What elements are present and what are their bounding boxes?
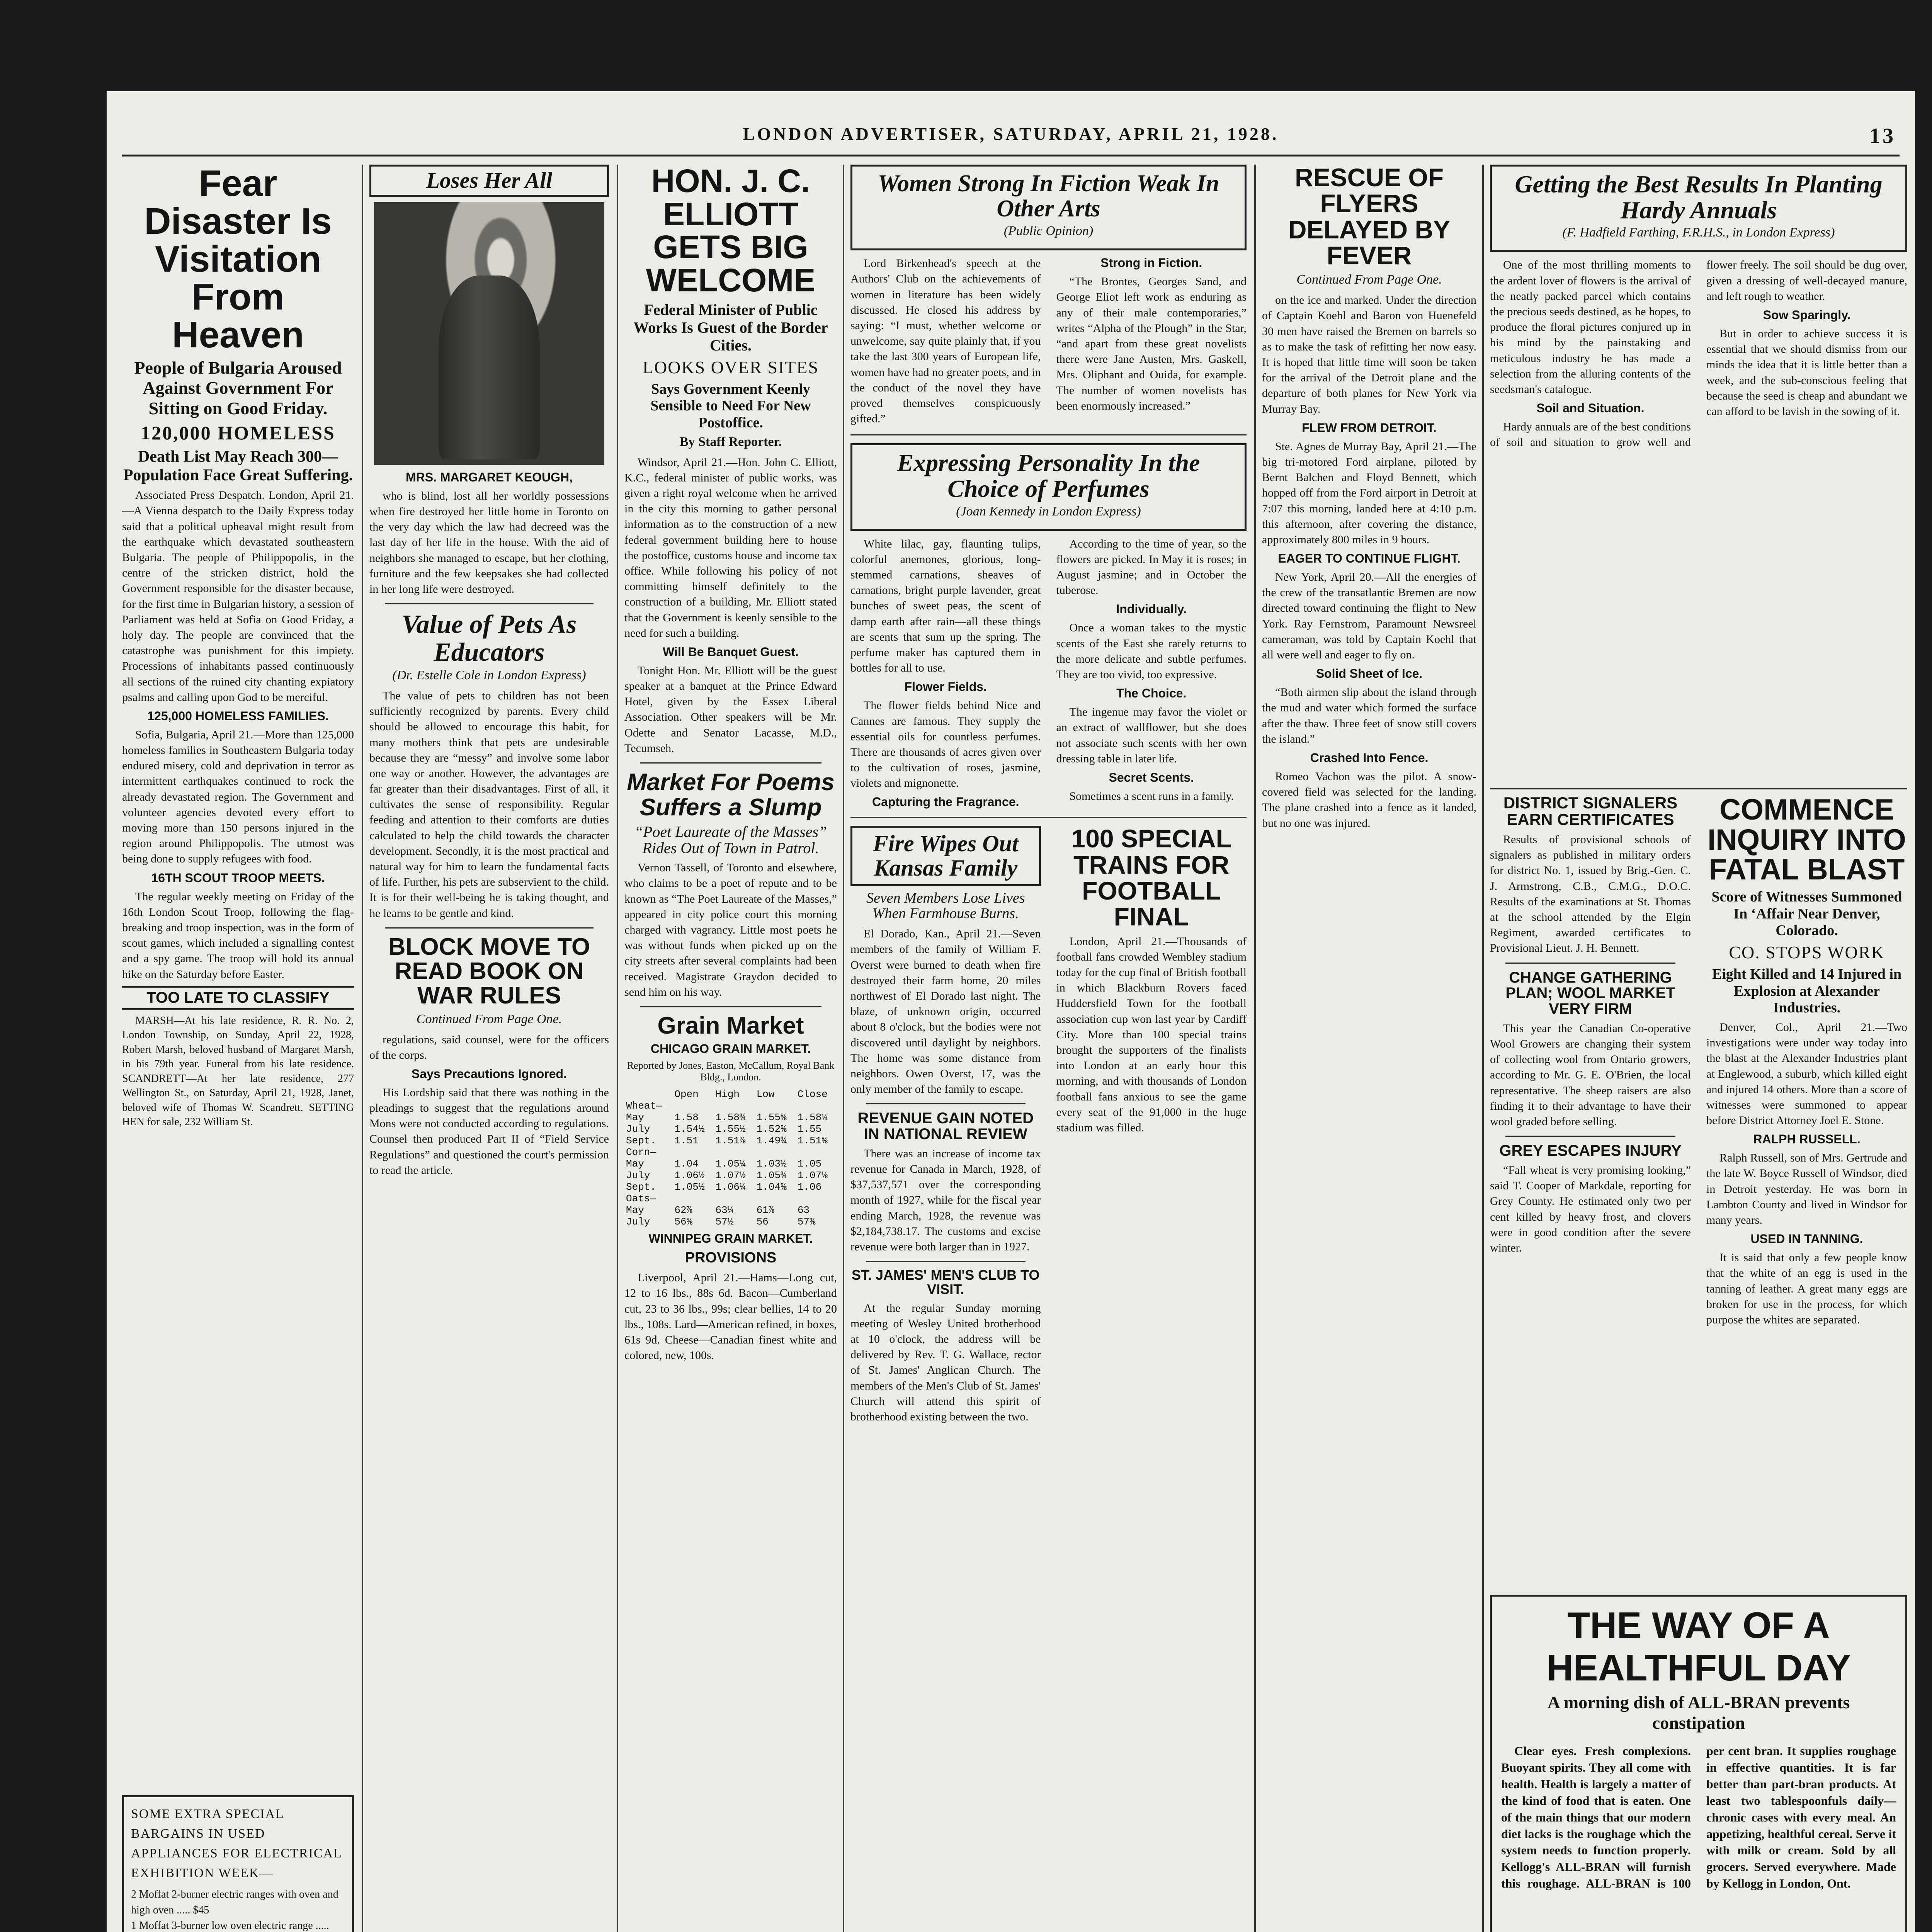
fire-deck: Seven Members Lose Lives When Farmhouse Burns. — [866, 890, 1025, 922]
fire-headline: Fire Wipes Out Kansas Family — [872, 831, 1019, 881]
table-row — [624, 1100, 837, 1112]
annuals-subhead: Soil and Situation. — [1536, 401, 1645, 415]
russell-headline: RALPH RUSSELL. — [1753, 1132, 1861, 1146]
annuals-subhead: Sow Sparingly. — [1763, 308, 1851, 322]
grain-cell: 1.06 — [797, 1181, 822, 1193]
grey-headline: GREY ESCAPES INJURY — [1499, 1142, 1682, 1160]
perfumes-subhead: The Choice. — [1116, 686, 1187, 701]
denver-deck: Score of Witnesses Summoned In ‘Affair Near Denver, Colorado. — [1711, 888, 1902, 939]
grain-cell: 1.05¼ — [715, 1158, 746, 1170]
fire-article — [850, 826, 1041, 1425]
fiction-body-2: “The Brontes, Georges Sand, and George Eliot left work as enduring as any of their male contemporaries,” writes “Alpha of the Plough” in the Star, “and apart from these great novelists there were Jane Austen, Mrs. Gaskell, Mrs. Oliphant and Ouida, for example. The number of women novelists has been enormously increased.” — [1056, 275, 1247, 412]
grain-cell: 1.04 — [674, 1158, 699, 1170]
scout-body: The regular weekly meeting on Friday of the 16th London Scout Troop, following the flag-breaking and troop inspection, was in the form of scout games, which included a signalling contest and a spy game. The troop will hold its annual hike on the Saturday before Easter. — [122, 890, 354, 981]
poems-body: Vernon Tassell, of Toronto and elsewhere, who claims to be a poet of repute and to be known as “The Poet Laureate of the Masses,” appeared in city police court this morning charged with vagrancy. Little most poets he was without funds when picked up on the city streets after several complaints had been received. Magistrate Graydon decided to send him on his way. — [624, 861, 837, 998]
annuals-article — [1490, 257, 1907, 783]
grain-cell — [673, 1100, 714, 1112]
column-3 — [624, 165, 837, 1932]
grain-header-cell: High — [715, 1088, 740, 1100]
divider — [850, 434, 1247, 435]
table-row — [624, 1112, 837, 1123]
perfumes-subhead: Secret Scents. — [1109, 770, 1194, 784]
grain-cell: 1.51 — [674, 1135, 699, 1147]
grain-cell: 56⅝ — [674, 1216, 693, 1228]
divider — [385, 927, 594, 929]
perfumes-subhead: Individually. — [1116, 602, 1187, 616]
grain-cell: 1.06¼ — [715, 1181, 746, 1193]
grain-cell: May — [626, 1158, 644, 1170]
allbran-headline: THE WAY OF A HEALTHFUL DAY — [1546, 1605, 1851, 1689]
grain-cell — [714, 1146, 755, 1158]
elliott-body-2: Tonight Hon. Mr. Elliott will be the guest speaker at a banquet at the Prince Edward Hotel, given by the Essex Liberal Association. Other speakers will be Mr. Odette and Senator Lacasse, M.D., Tecumseh. — [624, 664, 837, 755]
grey-body: “Fall wheat is very promising looking,” said T. Cooper of Markdale, reporting for Grey County. He estimated only two per cent killed by heavy frost, and clovers were in good condition after the severe winter. — [1490, 1164, 1691, 1254]
fiction-byline: (Public Opinion) — [1003, 224, 1094, 238]
denver-deck-stops: CO. STOPS WORK — [1729, 942, 1885, 962]
keough-body: who is blind, lost all her worldly possessions when fire destroyed her little home in Toronto on the very day which the law had decreed was the last day of her life in the house. With the aid of neighbors she managed to escape, but her clothing, furniture and the few keepsakes she had collected in her long life were destroyed. — [369, 489, 609, 596]
stjames-headline: ST. JAMES' MEN'S CLUB TO VISIT. — [851, 1267, 1040, 1297]
fire-body: El Dorado, Kan., April 21.—Seven members of the family of William F. Overst were burned to death when fire destroyed their farm home, 20 miles northwest of El Dorado last night. The blaze, of unknown origin, occurred about 8 o'clock, but the bodies were not discovered until daylight by neighbors. The home was some distance from neighbors. Owen Overst, 17, was the only member of the family to escape. — [850, 927, 1041, 1096]
signalers-wool-column — [1490, 795, 1691, 1587]
grain-cell — [755, 1193, 796, 1204]
grain-cell: 1.06½ — [674, 1170, 705, 1182]
grain-cell — [673, 1193, 714, 1204]
grain-cell: 1.55 — [797, 1123, 822, 1135]
hydro-intro: SOME EXTRA SPECIAL BARGAINS IN USED APPLIANCES FOR ELECTRICAL EXHIBITION WEEK— — [131, 1807, 342, 1880]
keough-photo — [374, 202, 604, 465]
poems-headline: Market For Poems Suffers a Slump — [627, 769, 835, 821]
flyers-body-5: Romeo Vachon was the pilot. A snow-covered field was selected for the landing. The plane crashed into a fence as it landed, but no one was injured. — [1262, 770, 1476, 830]
tanning-body: It is said that only a few people know that the white of an egg is used in the tanning of leather. A great many eggs are broken for use in the process, for which purpose the whites are separated. — [1706, 1251, 1907, 1326]
fiction-headline: Women Strong In Fiction Weak In Other Arts — [878, 170, 1219, 222]
grain-cell: 1.51⅝ — [797, 1135, 828, 1147]
grain-header-cell — [624, 1088, 673, 1100]
grain-cell: 1.05 — [797, 1158, 822, 1170]
column-1 — [122, 165, 354, 1932]
grain-cell: 1.55½ — [715, 1123, 746, 1135]
bulgaria-deck-homeless: 120,000 HOMELESS — [141, 422, 335, 444]
divider — [850, 817, 1247, 818]
perfumes-title-box — [850, 443, 1247, 531]
signalers-headline: DISTRICT SIGNALERS EARN CERTIFICATES — [1503, 795, 1678, 829]
hydro-items — [131, 1887, 345, 1932]
grain-cell — [673, 1146, 714, 1158]
grain-cell: 1.58¼ — [797, 1112, 828, 1124]
table-row — [624, 1193, 837, 1204]
perfumes-body-2: The flower fields behind Nice and Cannes are famous. They supply the essential oils for countless perfumes. There are thousands of acres given over to the cultivation of roses, jasmine, violets and mignonette. — [850, 699, 1041, 790]
flyers-subhead: Crashed Into Fence. — [1310, 750, 1429, 765]
grain-cell: 1.07⅛ — [797, 1170, 828, 1182]
grain-subhead: CHICAGO GRAIN MARKET. — [650, 1042, 811, 1056]
bulgaria-body-2: Sofia, Bulgaria, April 21.—More than 125,000 homeless families in Southeastern Bulgaria today endured misery, cold and deprivation in terror as intermittent earthquakes continued to rock the already devastated region. The Government and volunteer agencies devoted every effort to moving more than 150 persons injured in the region around Philippopolis. The utmost was being done to supply refugees with food. — [122, 728, 354, 866]
table-row — [624, 1135, 837, 1146]
flyers-body-2: Ste. Agnes de Murray Bay, April 21.—The big tri-motored Ford airplane, piloted by Bernt Balchen and Floyd Bennett, which hopped off from the Ford airport in Detroit at 7:07 this morning, landed here at 4:10 p.m. this afternoon, after covering the distance, approximately 800 miles in 9 hours. — [1262, 440, 1476, 546]
flyers-body-3: New York, April 20.—All the energies of the crew of the transatlantic Bremen are now directed toward continuing the flight to New York. Ray Fernstrom, Paramount Newsreel cameraman, was told by Captain Koehl that all were well and eager to fly on. — [1262, 571, 1476, 661]
grain-cell: 1.05¾ — [756, 1170, 787, 1182]
column-7 — [1490, 165, 1907, 1932]
grain-cell: Wheat— — [626, 1100, 662, 1112]
elliott-deck-postoffice: Says Government Keenly Sensible to Need For New Postoffice. — [650, 381, 811, 431]
perfumes-byline: (Joan Kennedy in London Express) — [956, 504, 1141, 519]
trains-headline: 100 SPECIAL TRAINS FOR FOOTBALL FINAL — [1071, 824, 1231, 931]
grain-cell: 57⅜ — [797, 1216, 816, 1228]
annuals-body-2: Hardy annuals are of the best conditions of soil and situation to grow well and flower freely. The soil should be dug over, given a dressing of well-decayed manure, and left rough to weather. — [1490, 259, 1907, 449]
table-row — [624, 1204, 837, 1216]
grain-cell: July — [626, 1123, 650, 1135]
table-row — [624, 1170, 837, 1181]
elliott-body: Windsor, April 21.—Hon. John C. Elliott, K.C., federal minister of public works, was given a right royal welcome when he arrived in the city this morning to gather personal information as to the construction of a new federal government building here to house the postoffice, customs house and income tax office. While following his policy of not committing himself definitely to the construction of a building, Mr. Elliott stated that the Government is keenly sensible to the need for such a building. — [624, 456, 837, 639]
lower-stories — [850, 826, 1247, 1425]
fire-title-box — [850, 826, 1041, 886]
wool-headline: CHANGE GATHERING PLAN; WOOL MARKET VERY FIRM — [1505, 969, 1675, 1018]
provisions-body: Liverpool, April 21.—Hams—Long cut, 12 to 16 lbs., 88s 6d. Bacon—Cumberland cut, 23 to 36 lbs., 99s; clear bellies, 14 to 20 lbs., 108s. Lard—American refined, in boxes, 61s 9d. Cheese—Canadian finest white and colored, new, 100s. — [624, 1271, 837, 1362]
table-row — [624, 1181, 837, 1193]
allbran-ad — [1490, 1595, 1907, 1932]
grain-cell: July — [626, 1216, 650, 1228]
fiction-body: Lord Birkenhead's speech at the Authors' Club on the achievements of women in literature has been widely discussed. He closed his address by saying: “I must, whether welcome or unwelcome, say quite plainly that, if you take the last 300 years of European life, women have had no greater poets, and in the conduct of the novel they have proved themselves conspicuously gifted.” — [850, 257, 1041, 425]
grain-cell: 56 — [756, 1216, 769, 1228]
perfumes-body: White lilac, gay, flaunting tulips, colorful anemones, glorious, long-stemmed carnations, sheaves of carnations, bright purple lavender, great bunches of sweet peas, the scent of damp earth after rain—all these things are scents that sum up the spring. The perfume maker has captured them in bottles for all to use. — [850, 537, 1041, 675]
grain-cell: 63¼ — [715, 1204, 734, 1216]
fiction-article — [850, 256, 1247, 427]
flyers-body: on the ice and marked. Under the direction of Captain Koehl and Baron von Huenefeld 30 men have raised the Bremen on barrels so as to make the task of refitting her now easy. It is hoped that little time will soon be taken for the arrival of the Detroit plane and the departure of both planes for New York via Murray Bay. — [1262, 294, 1476, 415]
allbran-deck: A morning dish of ALL-BRAN prevents constipation — [1547, 1692, 1850, 1733]
grain-cell — [714, 1100, 755, 1112]
trains-article — [1056, 826, 1247, 1425]
grain-cell — [714, 1193, 755, 1204]
divider — [385, 603, 594, 604]
grain-cell: 57½ — [715, 1216, 734, 1228]
column-2 — [369, 165, 609, 1932]
keough-caption: MRS. MARGARET KEOUGH, — [406, 470, 573, 484]
grain-headline: Grain Market — [657, 1012, 804, 1039]
keough-title-box — [369, 165, 609, 197]
annuals-body: One of the most thrilling moments to the ardent lover of flowers is the arrival of the neatly packed parcel which contains the precious seeds destined, as he hopes, to produce the floral pictures conjured up in his mind by the painstaking and meticulous industry he has made a selection from the alluring contents of the seedsman's catalogue. — [1490, 259, 1691, 396]
warrules-headline: BLOCK MOVE TO READ BOOK ON WAR RULES — [388, 933, 590, 1009]
flyers-subhead: EAGER TO CONTINUE FLIGHT. — [1278, 551, 1461, 566]
grain-table — [624, 1088, 837, 1228]
tanning-headline: USED IN TANNING. — [1750, 1232, 1863, 1246]
column-4-5 — [850, 165, 1247, 1932]
grain-cell — [796, 1146, 837, 1158]
perfumes-body-5: The ingenue may favor the violet or an extract of wallflower, but she does not associate such scents with her own dressing table in later life. — [1056, 706, 1247, 765]
keough-title: Loses Her All — [426, 168, 553, 193]
newspaper-page — [107, 91, 1915, 1932]
stjames-body: At the regular Sunday morning meeting of Wesley United brotherhood at 10 o'clock, the address will be delivered by Rev. T. G. Wallace, rector of St. James' Anglican Church. The members of the Men's Club of St. James' Church will attend this spirit of brotherhood existing between the two. — [850, 1301, 1041, 1423]
masthead-text: LONDON ADVERTISER, SATURDAY, APRIL 21, 1928. — [743, 124, 1279, 144]
classified-body: MARSH—At his late residence, R. R. No. 2, London Township, on Sunday, April 22, 1928, Robert Marsh, beloved husband of Margaret Marsh, in his 79th year. Funeral from his late residence. SCANDRETT—At her late residence, 277 Wellington St., on Saturday, April 21, 1928, Janet, beloved wife of Thomas W. Scandrett. SETTING HEN for sale, 232 William St. — [122, 1014, 354, 1128]
bulgaria-deck: People of Bulgaria Aroused Against Government For Sitting on Good Friday. — [134, 357, 342, 418]
annuals-title-box — [1490, 165, 1907, 252]
grain-cell: 1.54½ — [674, 1123, 705, 1135]
flyers-subhead: FLEW FROM DETROIT. — [1302, 420, 1437, 435]
perfumes-body-3: According to the time of year, so the flowers are picked. In May it is roses; in August jasmine; and in October the tuberose. — [1056, 537, 1247, 597]
scout-headline: 16TH SCOUT TROOP MEETS. — [151, 871, 325, 885]
grain-cell: 1.58 — [674, 1112, 699, 1124]
denver-body: Denver, Col., April 21.—Two investigations were under way today into the blast at the Alexander Industries plant at Englewood, a suburb, which killed eight and injured 14 others. More than a score of witnesses were summoned to appear before District Attorney Joel E. Stone. — [1706, 1020, 1907, 1127]
grain-header-cell: Low — [756, 1088, 775, 1100]
warrules-body: regulations, said counsel, were for the officers of the corps. — [369, 1033, 609, 1061]
annuals-headline: Getting the Best Results In Planting Hardy Annuals — [1515, 170, 1883, 224]
perfumes-body-4: Once a woman takes to the mystic scents of the East she rarely returns to the more delicate and subtle perfumes. They are too vivid, too expressive. — [1056, 621, 1247, 681]
grain-header-cell: Open — [674, 1088, 699, 1100]
pets-body: The value of pets to children has not been sufficiently recognized by parents. Every child should be allowed to encourage this habit, for many mothers think that pets are undesirable because they are “messy” and involve some labor one way or another. However, the advantages are far greater than their disadvantages. First of all, it cultivates the sense of responsibility. Regular feeding and attention to their comforts are duties calculated to help the child towards the character development. Secondly, it is the most practical and natural way for him to learn the fundamental facts of life. Further, his pets are subservient to the child. It is for their well-being he is taking thought, and he learns to be gentle and kind. — [369, 689, 609, 920]
annuals-byline: (F. Hadfield Farthing, F.R.H.S., in London Express) — [1562, 225, 1835, 240]
provisions-headline: PROVISIONS — [685, 1250, 777, 1266]
column-rule — [1254, 165, 1256, 1932]
trains-body: London, April 21.—Thousands of football fans crowded Wembley stadium today for the cup final of British football in which Blackburn Rovers faced Huddersfield Town for the football association cup won last year by Cardiff City. More than 100 special trains brought the supporters of the finalists into London at an early hour this morning, and with thousands of London football fans anxious to see the game every seat of the 91,000 in the huge stadium was filled. — [1056, 935, 1247, 1134]
column-rule — [1482, 165, 1484, 1932]
grain-cell: 1.51⅞ — [715, 1135, 746, 1147]
grain-cell: 1.05½ — [674, 1181, 705, 1193]
flyers-body-4: “Both airmen slip about the island through the mud and water which formed the surface after the thaw. Three feet of snow still covers the island.” — [1262, 686, 1476, 745]
grain-cell: Corn— — [626, 1146, 656, 1158]
winnipeg-subhead: WINNIPEG GRAIN MARKET. — [648, 1231, 813, 1246]
grain-cell: Sept. — [626, 1135, 656, 1147]
bulgaria-deck-deathlist: Death List May Reach 300—Population Face Great Suffering. — [123, 447, 353, 484]
grain-cell: 1.04⅝ — [756, 1181, 787, 1193]
divider — [1490, 788, 1907, 789]
bulgaria-body: Associated Press Despatch. London, April 21.—A Vienna despatch to the Daily Express today said that a political upheaval might result from the earthquake which devastated southeastern Bulgaria. The people of Philippopolis, in the centre of the stricken district, hold the Government responsible for the disaster because, for the first time in Bulgarian history, a session of Parliament was held at Sofia on Good Friday, a holy day. The people are convinced that the catastrophe was punishment for this impiety. Processions of inhabitants passed continuously all sections of the ruined city chanting expiatory psalms and calling upon God to be merciful. — [122, 489, 354, 704]
perfumes-article — [850, 536, 1247, 810]
table-row — [624, 1216, 837, 1228]
pets-byline: (Dr. Estelle Cole in London Express) — [392, 668, 586, 682]
elliott-byline: By Staff Reporter. — [679, 434, 782, 449]
elliott-deck: Federal Minister of Public Works Is Guest of the Border Cities. — [633, 301, 828, 354]
grain-cell: 1.55⅝ — [756, 1112, 787, 1124]
flyers-subhead: Solid Sheet of Ice. — [1316, 667, 1423, 681]
table-row — [624, 1158, 837, 1170]
revenue-body: There was an increase of income tax revenue for Canada in March, 1928, of $37,537,571 over the corresponding month of 1927, while for the fiscal year ending March, 1928, the revenue was $2,184,738.17. The customs and excise revenue were both larger than in 1927. — [850, 1147, 1041, 1253]
divider — [640, 1006, 821, 1007]
fiction-title-box — [850, 165, 1247, 250]
page-number: 13 — [1869, 124, 1896, 148]
elliott-deck-sites: LOOKS OVER SITES — [642, 357, 819, 377]
column-6 — [1262, 165, 1476, 1932]
grain-cell: 1.03½ — [756, 1158, 787, 1170]
allbran-body: Clear eyes. Fresh complexions. Buoyant spirits. They all come with health. Health is largely a matter of the kind of food that is eaten. One of the main things that our modern diet lacks is the roughage which the system needs to function properly. Kellogg's ALL-BRAN will furnish this roughage. ALL-BRAN is 100 per cent bran. It supplies roughage in effective quantities. It is far better than part-bran products. At least two tablespoonfuls daily—chronic cases with every meal. An appetizing, healthful cereal. Serve it with milk or cream. Sold by all grocers. Served everywhere. Made by Kellogg in London, Ont. — [1501, 1744, 1896, 1891]
grain-cell: May — [626, 1204, 644, 1216]
russell-body: Ralph Russell, son of Mrs. Gertrude and the late W. Boyce Russell of Windsor, died in Detroit yesterday. He was born in Lambton County and lived in Windsor for many years. — [1706, 1151, 1907, 1226]
grain-cell: July — [626, 1170, 650, 1182]
denver-headline: COMMENCE INQUIRY INTO FATAL BLAST — [1708, 795, 1906, 886]
wool-body: This year the Canadian Co-operative Wool Growers are changing their system of collecting wool from Ontario growers, according to Mr. G. E. O'Brien, the local representative. The sheep raisers are also finding it to their advantage to have their wool graded before selling. — [1490, 1022, 1691, 1128]
elliott-subhead: Will Be Banquet Guest. — [663, 645, 799, 659]
grain-cell — [796, 1193, 837, 1204]
grain-cell: Sept. — [626, 1181, 656, 1193]
divider — [640, 762, 821, 764]
column-rule — [617, 165, 618, 1932]
grain-cell: 61⅞ — [756, 1204, 775, 1216]
grain-cell: 1.58¾ — [715, 1112, 746, 1124]
right-lower-stories — [1490, 795, 1907, 1587]
grain-cell: 1.07½ — [715, 1170, 746, 1182]
signalers-body: Results of provisional schools of signalers as published in military orders for district No. 1, issued by Brig.-Gen. C. J. Armstrong, C.B., C.M.G., D.O.C. Results of the examinations at St. Thomas at the school attended by the Elgin Regiment, awarded certificates to Provisional Lieut. J. H. Bennett. — [1490, 833, 1691, 955]
masthead — [122, 124, 1900, 156]
fiction-subhead: Strong in Fiction. — [1100, 256, 1202, 270]
grain-header-cell: Close — [797, 1088, 828, 1100]
perfumes-subhead: Flower Fields. — [904, 680, 987, 694]
perfumes-headline: Expressing Personality In the Choice of Perfumes — [897, 449, 1200, 503]
classified-headline: TOO LATE TO CLASSIFY — [122, 986, 354, 1010]
warrules-body-2: His Lordship said that there was nothing in the pleadings to suggest that the regulations around Mons were not conducted according to regulations. Counsel then produced Part II of “Field Service Regulations” and questioned the court's permission to read the article. — [369, 1086, 609, 1177]
bulgaria-subhead: 125,000 HOMELESS FAMILIES. — [147, 709, 329, 723]
denver-deck-killed: Eight Killed and 14 Injured in Explosion at Alexander Industries. — [1712, 966, 1902, 1016]
warrules-subhead: Says Precautions Ignored. — [412, 1066, 567, 1081]
grain-cell — [796, 1100, 837, 1112]
grain-cell: May — [626, 1112, 644, 1124]
divider — [866, 1261, 1026, 1262]
grain-cell: 63 — [797, 1204, 810, 1216]
hydro-item: 1 Moffat 3-burner low oven electric range ..... — [131, 1920, 329, 1932]
hydro-item: 2 Moffat 2-burner electric ranges with oven and high oven ..... $45 — [131, 1888, 338, 1916]
divider — [1505, 963, 1675, 964]
column-rule — [843, 165, 844, 1932]
grain-table-header — [624, 1088, 837, 1100]
grain-cell: 62⅞ — [674, 1204, 693, 1216]
flyers-continued: Continued From Page One. — [1296, 272, 1442, 287]
hydro-shop-ad — [122, 1795, 354, 1932]
elliott-headline: HON. J. C. ELLIOTT GETS BIG WELCOME — [646, 165, 816, 299]
annuals-body-3: But in order to achieve success it is essential that we should dismiss from our minds the idea that it is little better than a week, and the sub-conscious feeling that because the seed is cheap and abundant we can afford to be lavish in the sowing of it. — [1706, 327, 1907, 418]
table-row — [624, 1146, 837, 1158]
grain-cell: Oats— — [626, 1193, 656, 1205]
grain-cell — [755, 1100, 796, 1112]
warrules-continued: Continued From Page One. — [416, 1012, 562, 1026]
pets-headline: Value of Pets As Educators — [401, 609, 577, 667]
poems-deck: “Poet Laureate of the Masses” Rides Out of Town in Patrol. — [634, 823, 827, 857]
column-rule — [362, 165, 363, 1932]
bulgaria-headline: Fear Disaster Is Visitation From Heaven — [144, 165, 332, 355]
denver-article — [1706, 795, 1907, 1587]
table-row — [624, 1123, 837, 1135]
perfumes-body-6: Sometimes a scent runs in a family. — [1069, 789, 1234, 803]
divider — [1505, 1136, 1675, 1137]
grain-cell: 1.49¾ — [756, 1135, 787, 1147]
flyers-headline: RESCUE OF FLYERS DELAYED BY FEVER — [1288, 165, 1451, 270]
grain-cell: 1.52⅝ — [756, 1123, 787, 1135]
perfumes-subhead: Capturing the Fragrance. — [872, 795, 1019, 809]
grain-cell — [755, 1146, 796, 1158]
divider — [866, 1103, 1026, 1104]
revenue-headline: REVENUE GAIN NOTED IN NATIONAL REVIEW — [857, 1110, 1034, 1143]
grain-note: Reported by Jones, Easton, McCallum, Royal Bank Bldg., London. — [627, 1060, 835, 1083]
